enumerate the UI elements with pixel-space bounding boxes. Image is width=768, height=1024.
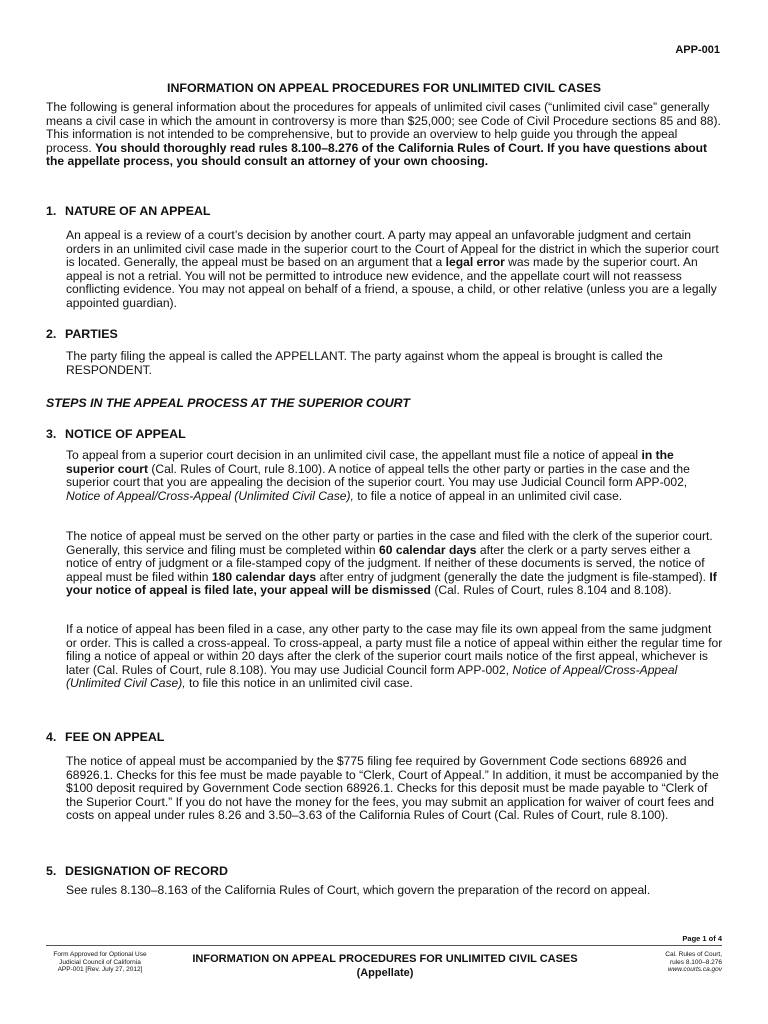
section-4-heading: 4. FEE ON APPEAL (46, 730, 165, 744)
section-3-paragraph-2: The notice of appeal must be served on the other party or parties in the case and filed with the clerk of the superior court. Generally, this service and filing must be completed within 60 calendar days after the clerk or a party serves either a notice of entry of judgment or a file-stamped copy of the judgment. If neither of these documents is served, the notice of appeal must be filed within 180 calendar days after entry of judgment (generally the date the judgment is file-stamped). If your notice of appeal is filed late, your appeal will be dismissed (Cal. Rules of Court, rules 8.104 and 8.108). (66, 529, 717, 598)
section-4-text: The notice of appeal must be accompanied by the $775 filing fee required by Government Code sections 68926 and 68926.1. Checks for this fee must be made payable to “Clerk, Court of Appeal.” In addition, it must be accompanied by the $100 deposit required by Government Code section 68926.1. Checks for this deposit must be made payable to “Clerk of the Superior Court.” If you do not have the money for the fees, you may submit an application for waiver of court fees and costs on appeal under rules 8.26 and 3.50–3.63 of the California Rules of Court (Cal. Rules of Court, rule 8.100). (66, 754, 719, 823)
document-title: INFORMATION ON APPEAL PROCEDURES FOR UNLIMITED CIVIL CASES (167, 81, 601, 95)
section-1-text: An appeal is a review of a court’s decision by another court. A party may appeal an unfavorable judgment and certain orders in an unlimited civil case made in the superior court to the Court of Appeal for the district in which the superior court is located. Generally, the appeal must be based on an argument that a legal error was made by the superior court. An appeal is not a retrial. You will not be permitted to introduce new evidence, and the appellate court will not reassess conflicting evidence. You may not appeal on behalf of a friend, a spouse, a child, or other relative (unless you are a legally appointed guardian). (66, 228, 719, 310)
footer-title: INFORMATION ON APPEAL PROCEDURES FOR UNLIMITED CIVIL CASES (Appellate) (192, 953, 578, 979)
page-number: Page 1 of 4 (682, 934, 722, 943)
section-1-heading: 1. NATURE OF AN APPEAL (46, 204, 211, 218)
intro-paragraph: The following is general information about the procedures for appeals of unlimited civil cases (“unlimited civil case” generally means a civil case in which the amount in controversy is more than $25,000; see Code of Civil Procedure sections 85 and 88). This information is not intended to be comprehensive, but to provide an overview to help guide you through the appeal process. You should thoroughly read rules 8.100–8.276 of the California Rules of Court. If you have questions about the appellate process, you should consult an attorney of your own choosing. (46, 100, 721, 169)
section-3-heading: 3. NOTICE OF APPEAL (46, 427, 186, 441)
footer-rules-reference: Cal. Rules of Court, rules 8.100–8.276 www.courts.ca.gov (665, 951, 722, 974)
section-2-heading: 2. PARTIES (46, 327, 118, 341)
footer-divider (46, 945, 722, 946)
form-number: APP-001 (675, 44, 720, 56)
section-2-text: The party filing the appeal is called the APPELLANT. The party against whom the appeal is brought is called the RESPONDENT. (66, 349, 663, 377)
courts-website-link[interactable]: www.courts.ca.gov (667, 966, 722, 974)
footer-form-info: Form Approved for Optional Use Judicial Council of California APP-001 [Rev. July 27, 2012] (53, 951, 147, 974)
section-3-paragraph-1: To appeal from a superior court decision in an unlimited civil case, the appellant must file a notice of appeal in the superior court (Cal. Rules of Court, rule 8.100). A notice of appeal tells the other party or parties in the case and the superior court that you are appealing the decision of the superior court. You may use Judicial Council form APP-002, Notice of Appeal/Cross-Appeal (Unlimited Civil Case), to file a notice of appeal in an unlimited civil case. (66, 448, 690, 503)
steps-heading: STEPS IN THE APPEAL PROCESS AT THE SUPERIOR COURT (46, 396, 410, 410)
section-5-heading: 5. DESIGNATION OF RECORD (46, 864, 228, 878)
section-3-paragraph-3: If a notice of appeal has been filed in a case, any other party to the case may file its own appeal from the same judgment or order. This is called a cross-appeal. To cross-appeal, a party must file a notice of appeal within either the regular time for filing a notice of appeal or within 20 days after the clerk of the superior court mails notice of the first appeal, whichever is later (Cal. Rules of Court, rule 8.108). You may use Judicial Council form APP-002, Notice of Appeal/Cross-Appeal (Unlimited Civil Case), to file this notice in an unlimited civil case. (66, 622, 723, 691)
section-5-text: See rules 8.130–8.163 of the California Rules of Court, which govern the preparation of the record on appeal. (66, 883, 651, 897)
